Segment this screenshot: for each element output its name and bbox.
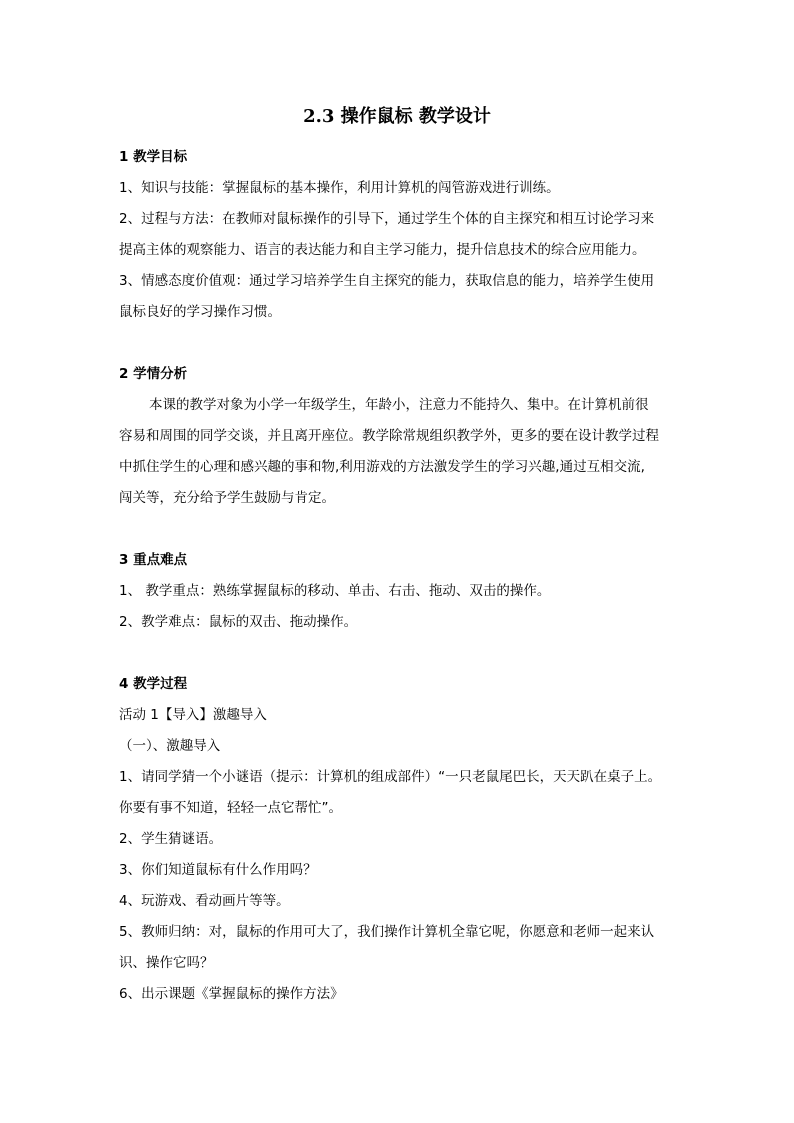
- paragraph-line: 5、教师归纳：对，鼠标的作用可大了，我们操作计算机全靠它呢，你愿意和老师一起来认: [119, 924, 655, 940]
- paragraph-line: 3、情感态度价值观：通过学习培养学生自主探究的能力，获取信息的能力，培养学生使用: [119, 273, 655, 289]
- paragraph-line: 1、知识与技能：掌握鼠标的基本操作，利用计算机的闯管游戏进行训练。: [119, 180, 560, 196]
- paragraph-line: 中抓住学生的心理和感兴趣的事和物,利用游戏的方法激发学生的学习兴趣,通过互相交流,: [119, 459, 645, 475]
- paragraph-line: 识、操作它吗？: [119, 955, 214, 971]
- paragraph-line: 4、玩游戏、看动画片等等。: [119, 893, 290, 909]
- section-heading-learner-analysis: 2 学情分析: [119, 366, 188, 382]
- section-heading-key-points: 3 重点难点: [119, 552, 188, 568]
- section-spacer: [119, 514, 679, 545]
- document-title: 2.3 操作鼠标 教学设计: [303, 106, 491, 127]
- section-heading-objectives: 1 教学目标: [119, 149, 188, 165]
- paragraph-line: 容易和周围的同学交谈，并且离开座位。教学除常规组织教学外，更多的要在设计教学过程: [119, 428, 659, 444]
- paragraph-line: 3、你们知道鼠标有什么作用吗？: [119, 862, 317, 878]
- section-spacer: [119, 328, 679, 359]
- paragraph-line: （一）、激趣导入: [119, 738, 221, 754]
- section-spacer: [119, 638, 679, 669]
- document-body: [119, 142, 679, 1010]
- paragraph-line: 1、请同学猜一个小谜语（提示：计算机的组成部件）“一只老鼠尾巴长，天天趴在桌子上。: [119, 769, 662, 785]
- paragraph-line: 你要有事不知道，轻轻一点它帮忙”。: [119, 800, 342, 816]
- paragraph-line: 2、过程与方法：在教师对鼠标操作的引导下，通过学生个体的自主探究和相互讨论学习来: [119, 211, 655, 227]
- paragraph-line: 本课的教学对象为小学一年级学生，年龄小，注意力不能持久、集中。在计算机前很: [149, 397, 649, 413]
- paragraph-line: 2、学生猜谜语。: [119, 831, 223, 847]
- paragraph-line: 提高主体的观察能力、语言的表达能力和自主学习能力，提升信息技术的综合应用能力。: [119, 242, 646, 258]
- section-heading-teaching-process: 4 教学过程: [119, 676, 188, 692]
- paragraph-line: 2、教学难点：鼠标的双击、拖动操作。: [119, 614, 358, 630]
- paragraph-line: 1、 教学重点：熟练掌握鼠标的移动、单击、右击、拖动、双击的操作。: [119, 583, 551, 599]
- paragraph-line: 6、出示课题《掌握鼠标的操作方法》: [119, 986, 344, 1002]
- paragraph-line: 鼠标良好的学习操作习惯。: [119, 304, 281, 320]
- paragraph-line: 活动 1【导入】激趣导入: [119, 707, 267, 723]
- paragraph-line: 闯关等，充分给予学生鼓励与肯定。: [119, 490, 335, 506]
